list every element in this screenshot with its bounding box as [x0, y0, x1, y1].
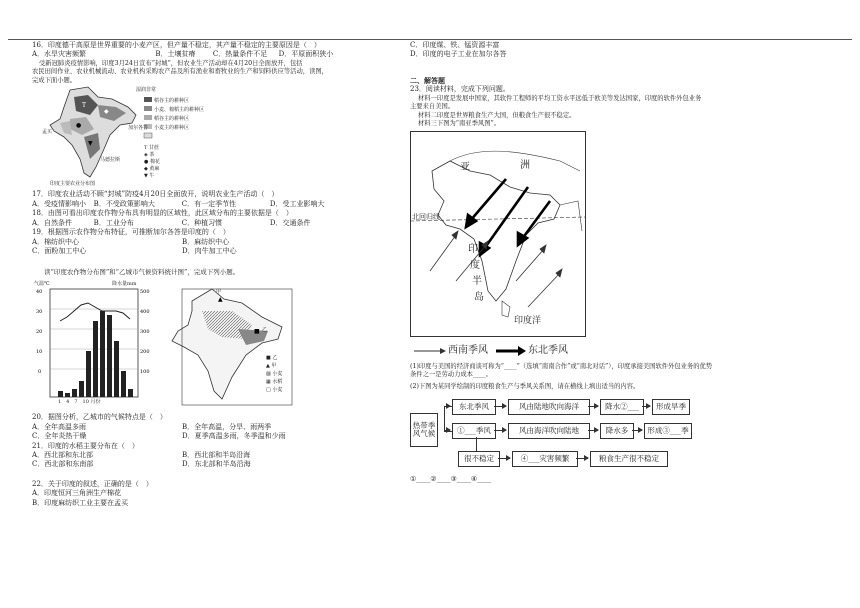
option: D．东北部和半岛沿海	[182, 460, 251, 469]
question-23: 23．阅读材料，完成下列问题。	[410, 85, 510, 94]
question-17-options	[32, 200, 402, 209]
option: A．棉纺织中心	[32, 237, 80, 246]
option: D．平原面积狭小	[278, 50, 334, 59]
svg-text:■: ■	[254, 328, 260, 336]
question-21: 21．印度的水稻主要分布在（ ）	[32, 441, 139, 450]
flow-sw-label: ①___季风	[457, 426, 491, 436]
flow-arrow	[494, 406, 506, 407]
flow-ne-label: 东北季风	[459, 402, 489, 412]
map2-legend: □ 小麦	[266, 387, 283, 394]
section-heading: 二、解答题	[410, 75, 445, 85]
flow-unstable: 很不稳定	[464, 454, 494, 464]
map1-legend-symbol: ▼ 牛	[144, 173, 155, 180]
flow-sw-desc: 风由海洋吹向陆地	[519, 426, 579, 436]
monsoon-map	[410, 131, 590, 337]
svg-text:●: ●	[76, 122, 82, 130]
option: D．交通条件	[269, 218, 311, 227]
svg-text:300: 300	[140, 329, 150, 336]
legend-southwest-monsoon: 西南季风	[448, 344, 488, 356]
map1-legend-symbol: ● 棉花	[144, 159, 160, 166]
map-label-ban: 半	[472, 275, 482, 287]
map-label-du: 度	[470, 259, 480, 271]
option: D．肉牛加工中心	[182, 247, 237, 255]
option: C．印度煤、铁、锰资源丰富	[410, 41, 500, 49]
option: B．印度麻纺织工业主要在孟买	[32, 498, 129, 507]
left-column	[32, 41, 402, 508]
legend-northeast-monsoon: 东北季风	[528, 344, 568, 356]
question-20-options-2	[32, 432, 402, 441]
map-label-asia-ya: 亚	[460, 161, 470, 173]
flow-disaster-box	[512, 451, 578, 467]
passage-line: 农民田间作业、农业机械流动、农业机构采购农产品及所有渔业和畜牧业的生产和饲料供应等活动，读图，	[32, 68, 328, 76]
svg-text:10: 10	[36, 349, 43, 356]
option: C．热量条件不足	[212, 50, 268, 59]
svg-text:30: 30	[36, 309, 43, 316]
svg-text:20: 20	[36, 329, 43, 336]
option: B．土壤贫瘠	[155, 50, 196, 59]
option: B．不受政策影响大	[93, 199, 155, 208]
question-21-options	[32, 451, 402, 460]
question-17: 17．印度农业活动不顾“封城”防疫4月20日全面放开，说明农业生产活动（ ）	[32, 190, 279, 199]
question-19: 19．根据图示农作物分布特征，可推断加尔各答是印度的（ ）	[32, 228, 230, 237]
svg-text:T: T	[82, 102, 87, 110]
map1-legend-label: 稻谷主的耕种区	[154, 98, 190, 105]
question-23-1b: 条件之一是劳动力成本____。	[410, 371, 492, 379]
flow-arrow	[444, 430, 450, 431]
map-label-yin: 印	[468, 243, 478, 255]
flow-arrow	[632, 430, 642, 431]
material-2: 材料二印度是世界粮食生产大国，但粮食生产很不稳定。	[418, 111, 576, 119]
flow-arrow	[576, 458, 588, 459]
option: A．受疫情影响小	[32, 199, 87, 208]
climate-figure	[32, 281, 312, 411]
flow-grain-box	[590, 451, 668, 467]
flow-wet-box	[644, 423, 692, 439]
flow-wet: 形成③___季	[647, 426, 689, 436]
map1-legend-symbol: T 甘蔗	[144, 145, 159, 152]
map1-city-label: 加尔各答	[128, 125, 149, 132]
question-22: 22．关于印度的叙述，正确的是（ ）	[32, 479, 153, 488]
svg-text:500: 500	[140, 289, 150, 296]
flow-rain2-box	[600, 399, 644, 415]
flow-dry-box	[652, 399, 690, 415]
svg-text:400: 400	[140, 309, 150, 316]
flow-arrow	[494, 430, 506, 431]
option: D．印度的电子工业在加尔各答	[410, 50, 507, 59]
flow-dry: 形成旱季	[656, 402, 686, 412]
flow-unstable-box	[458, 451, 500, 467]
flow-more: 降水多	[605, 426, 629, 436]
monsoon-legend	[410, 343, 790, 359]
option: B．全年高温，分旱、雨两季	[182, 422, 272, 431]
question-18-options	[32, 219, 402, 228]
option: B．工业分布	[93, 218, 134, 227]
option: A．全年高温多雨	[32, 422, 87, 431]
svg-text:200: 200	[140, 349, 150, 356]
option: C．有一定季节性	[181, 199, 237, 208]
flow-ne-desc-box	[508, 399, 590, 415]
flow-arrow	[588, 430, 598, 431]
material-1: 材料一印度是发展中国家，其软件工程师的平均工资水平远低于欧美等发达国家，印度的软件外包业务	[418, 94, 702, 102]
question-23-1a: (1)印度与美国的经济商谈可称为“____”（选填“南南合作”或“南北对话”），印度承接美国软件外包业务的优势	[410, 362, 713, 370]
map1-legend-symbol: ◈ 茶	[144, 152, 155, 159]
option: C．种植习惯	[181, 218, 223, 227]
monsoon-flow-diagram	[410, 395, 689, 471]
option: A．西北部和东北部	[32, 450, 94, 459]
question-16: 16．印度德干高原是世界重要的小麦产区，但产量不稳定，其产量不稳定的主要原因是（ ）	[32, 41, 321, 49]
flow-arrow	[588, 406, 598, 407]
india-agriculture-map	[40, 85, 220, 190]
svg-text:▼: ▼	[88, 140, 93, 148]
flow-arrow	[642, 406, 650, 407]
chart-left-axis-title: 气温℃	[34, 281, 50, 288]
question-20: 20．据图分析，乙城市的气候特点是（ ）	[32, 413, 167, 422]
map1-legend-label: 小麦、棉稻主的耕种区	[154, 107, 205, 114]
map1-legend-label: 小麦主的耕种区	[154, 125, 190, 132]
option: B．麻纺织中心	[182, 237, 230, 246]
map2-legend: ▲ 甲	[266, 363, 277, 370]
chart-x-axis-label: 1 4 7 10 月份	[58, 399, 101, 406]
question-19-options-2	[32, 247, 402, 256]
svg-text:▲: ▲	[218, 296, 223, 304]
svg-text:100: 100	[140, 369, 150, 376]
flow-root-label: 热带季风气候	[412, 421, 436, 439]
question-16-options	[32, 50, 402, 59]
map1-legend-label: 湿润非常	[136, 87, 157, 94]
flow-ne-desc: 风由陆地吹向海洋	[519, 402, 579, 412]
map1-city-label: 孟买	[42, 129, 53, 136]
map2-legend: ■ 乙	[266, 355, 278, 362]
passage-2: 读“印度农作物分布图”和“乙城市气候资料统计图”，完成下列小题。	[44, 268, 240, 277]
header-rule	[8, 39, 852, 40]
map2-legend: ▨ 小麦	[266, 371, 283, 378]
map-label-tropic: 北回归线	[412, 212, 440, 221]
material-3: 材料三下图为“南亚季风图”。	[418, 120, 501, 128]
option: A．水旱灾害频繁	[32, 50, 87, 59]
option: A．自然条件	[32, 218, 73, 227]
passage-line: 受新冠肺炎疫情影响，印度3月24日宣布“封城”，但农业生产活动却在4月20日全面放开，包括	[39, 59, 303, 67]
answer-blanks: ①____②____③____④____	[410, 475, 492, 484]
map1-legend-label: 稻谷主的耕种区	[154, 116, 190, 123]
option: B．西北部和半岛沿海	[182, 450, 251, 459]
option: C．西北部和东南部	[32, 460, 94, 469]
map2-label-yi: 乙	[262, 327, 268, 334]
flow-arrow	[498, 458, 510, 459]
svg-text:40: 40	[36, 289, 43, 296]
flow-vertical-line	[476, 437, 477, 451]
option: C．面粉加工中心	[32, 247, 87, 255]
monsoon-map-graphic	[410, 131, 590, 337]
flow-grain: 粮食生产很不稳定	[599, 454, 659, 464]
map2-label-jia: 甲	[216, 289, 222, 296]
chart-right-axis-title: 降水量mm	[112, 281, 137, 288]
right-column	[410, 41, 790, 485]
map1-legend-symbol: ◆ 黄麻	[144, 166, 160, 173]
option: A．印度恒河三角洲生产棉花	[32, 489, 122, 498]
flow-more-box	[600, 423, 634, 439]
option: D．受工业影响大	[269, 199, 325, 208]
material-1b: 主要来自美国。	[410, 103, 455, 111]
flow-sw-desc-box	[508, 423, 590, 439]
svg-text:◆: ◆	[104, 108, 109, 116]
question-18: 18．由图可看出印度农作物分布具有明显的区域性，此区域分布的主要依据是（ ）	[32, 209, 293, 218]
option: D．夏季高温多雨，冬季温和少雨	[182, 432, 286, 441]
flow-rain2: 降水②___	[605, 402, 639, 412]
map-label-dao: 岛	[474, 291, 484, 303]
svg-text:0: 0	[38, 369, 42, 376]
option: C．全年炎热干燥	[32, 432, 87, 441]
flow-sw-box	[452, 423, 496, 439]
flow-ne-box	[452, 399, 496, 415]
question-23-2: (2)下图为某同学绘制的印度粮食生产与季风关系图，请在横线上填出适当的内容。	[410, 382, 640, 390]
map-label-indian-ocean: 印度洋	[514, 315, 542, 326]
map2-legend: ▦ 水稻	[266, 379, 283, 386]
passage-line: 完成下面小题。	[32, 76, 77, 84]
question-20-options	[32, 423, 402, 432]
question-21-options-2	[32, 460, 402, 469]
question-19-options	[32, 238, 402, 247]
flow-root-box	[410, 413, 438, 447]
flow-arrow	[444, 406, 450, 407]
map1-caption: 印度主要农业分布图	[50, 181, 96, 188]
map-label-asia-zhou: 洲	[520, 159, 530, 171]
flow-disaster: ④___灾害频繁	[520, 454, 570, 464]
india-map-graphic	[40, 85, 220, 190]
map1-city-label: 马德拉斯	[100, 157, 121, 164]
